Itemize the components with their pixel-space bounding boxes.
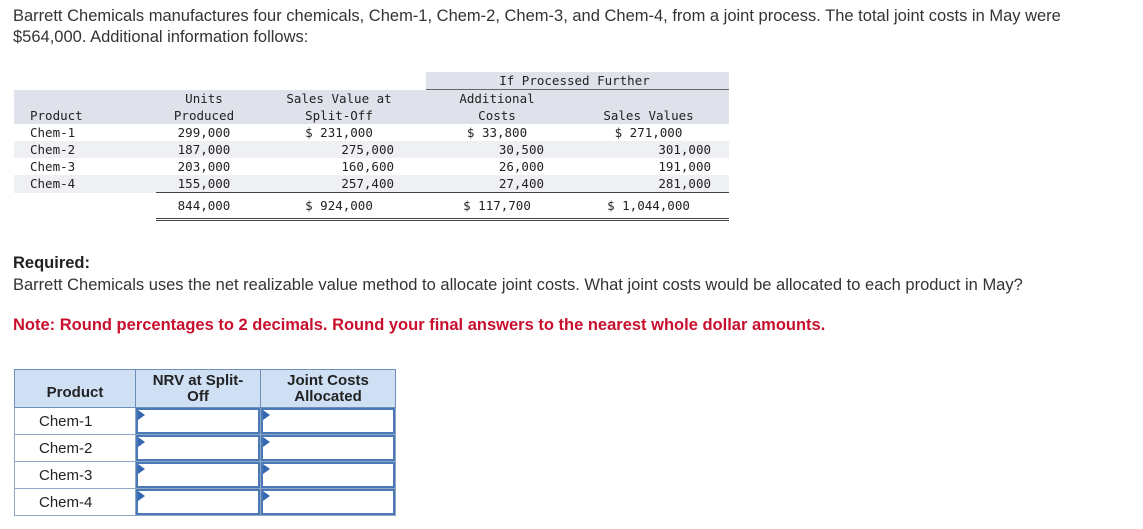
table-row: Chem-3 203,000 160,600 26,000 191,000: [14, 158, 729, 175]
joint-cost-input-chem-1[interactable]: [263, 410, 393, 432]
nrv-input-chem-2[interactable]: [138, 437, 258, 459]
input-marker-icon: [138, 491, 145, 501]
input-marker-icon: [263, 491, 270, 501]
answer-row: Chem-4: [15, 489, 396, 516]
sales-value-header: Sales Value at: [258, 90, 426, 108]
sales-values-header: Sales Values: [574, 107, 729, 124]
joint-cost-input-chem-2[interactable]: [263, 437, 393, 459]
answer-row: Chem-3: [15, 462, 396, 489]
answer-table: [14, 369, 396, 516]
nrv-input-chem-1[interactable]: [138, 410, 258, 432]
answer-product-header: Product: [15, 370, 136, 408]
units-header: Units: [156, 90, 258, 108]
table-group-header-row: [14, 72, 729, 90]
joint-costs-header: Joint Costs Allocated: [261, 370, 396, 408]
input-marker-icon: [138, 464, 145, 474]
input-marker-icon: [138, 410, 145, 420]
if-processed-further-header: If Processed Further: [426, 72, 729, 90]
required-heading: Required:: [13, 254, 91, 272]
joint-cost-input-chem-3[interactable]: [263, 464, 393, 486]
additional-header: Additional: [426, 90, 574, 108]
nrv-input-chem-3[interactable]: [138, 464, 258, 486]
product-header: Product: [14, 107, 156, 124]
joint-cost-input-chem-4[interactable]: [263, 491, 393, 513]
rounding-note: Note: Round percentages to 2 decimals. Round your final answers to the nearest whole dollar amounts.: [13, 316, 826, 334]
chemical-data-table: [14, 72, 729, 221]
required-text: Barrett Chemicals uses the net realizable value method to allocate joint costs. What joint costs would be allocated to each product in May?: [13, 276, 1023, 294]
totals-row: 844,000 $ 924,000 $ 117,700 $ 1,044,000: [14, 193, 729, 220]
intro-text: Barrett Chemicals manufactures four chemicals, Chem-1, Chem-2, Chem-3, and Chem-4, from a joint process. The total joint costs in May were $564,000. Additional information follows:: [13, 7, 1061, 46]
input-marker-icon: [263, 410, 270, 420]
answer-row: Chem-2: [15, 435, 396, 462]
table-row: Chem-4 155,000 257,400 27,400 281,000: [14, 175, 729, 193]
produced-header: Produced: [156, 107, 258, 124]
table-row: Chem-2 187,000 275,000 30,500 301,000: [14, 141, 729, 158]
split-off-header: Split-Off: [258, 107, 426, 124]
input-marker-icon: [263, 464, 270, 474]
input-marker-icon: [263, 437, 270, 447]
nrv-input-chem-4[interactable]: [138, 491, 258, 513]
table-row: Chem-1 299,000 $ 231,000 $ 33,800 $ 271,000: [14, 124, 729, 141]
answer-header-row: [15, 370, 396, 408]
input-marker-icon: [138, 437, 145, 447]
nrv-header: NRV at Split- Off: [136, 370, 261, 408]
costs-header: Costs: [426, 107, 574, 124]
answer-row: Chem-1: [15, 408, 396, 435]
